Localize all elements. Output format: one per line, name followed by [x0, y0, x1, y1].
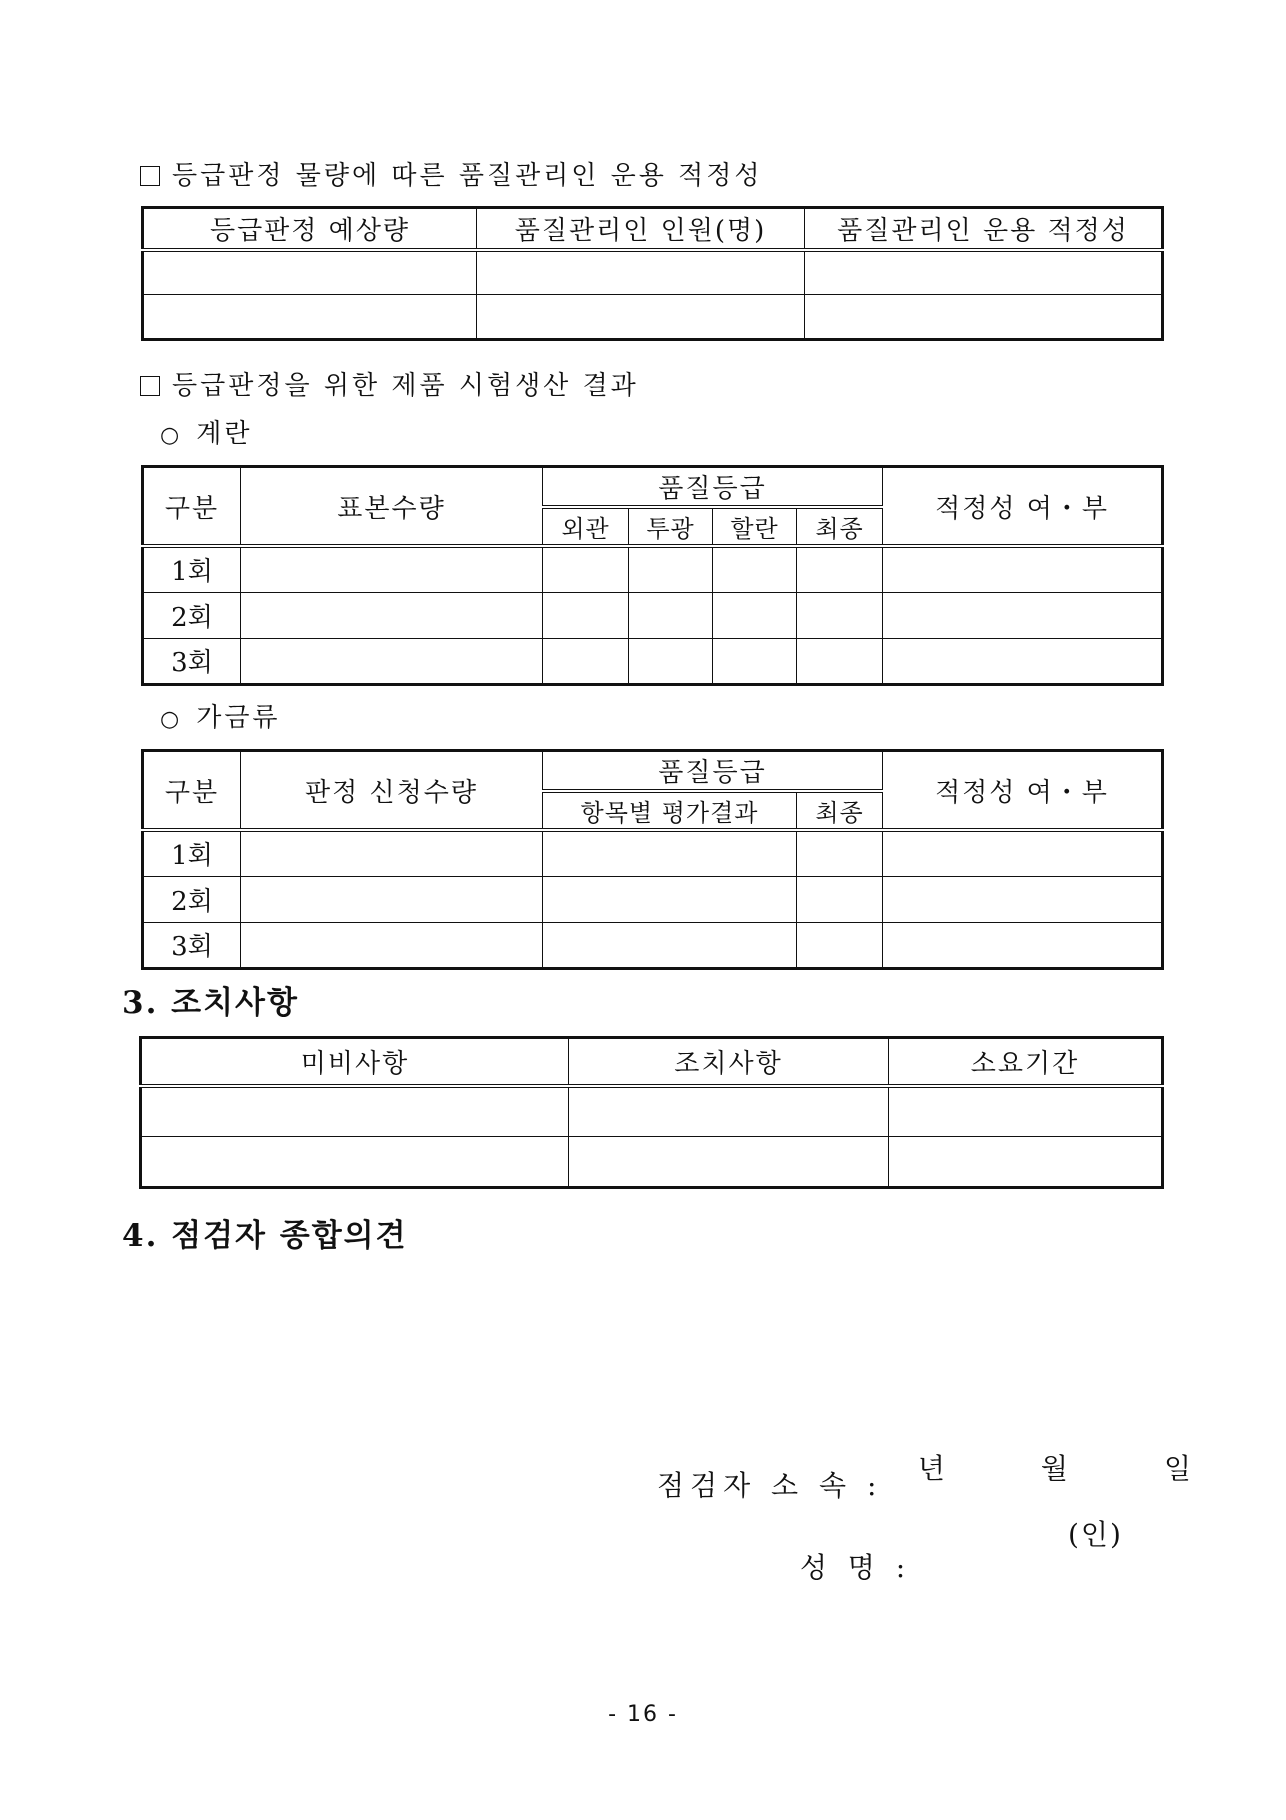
header-breakout: 할란: [713, 507, 797, 546]
table-row: [143, 876, 1163, 922]
header-deficiencies: 미비사항: [141, 1038, 569, 1086]
header-actions: 조치사항: [569, 1038, 889, 1086]
header-final: 최종: [797, 791, 883, 830]
input-cell[interactable]: [883, 830, 1163, 876]
input-cell[interactable]: [241, 830, 543, 876]
input-cell[interactable]: [143, 250, 477, 295]
section-title-trial-production: 등급판정을 위한 제품 시험생산 결과: [140, 365, 639, 402]
input-cell[interactable]: [629, 546, 713, 592]
row-label: 2회: [143, 876, 241, 922]
input-cell[interactable]: [713, 592, 797, 638]
input-cell[interactable]: [477, 295, 805, 340]
input-cell[interactable]: [797, 638, 883, 684]
day-label: 일: [1163, 1452, 1197, 1485]
staffing-table: [141, 206, 1164, 341]
header-category: 구분: [143, 467, 241, 547]
header-duration: 소요기간: [889, 1038, 1163, 1086]
input-cell[interactable]: [543, 876, 797, 922]
table-row: [141, 1086, 1163, 1137]
inspector-affiliation-label: 점검자 소 속 :: [657, 1469, 883, 1502]
input-cell[interactable]: [797, 922, 883, 968]
table-row: [143, 592, 1163, 638]
header-staff-suitability: 품질관리인 운용 적정성: [805, 208, 1163, 250]
header-quality-grade: 품질등급: [543, 751, 883, 792]
header-category: 구분: [143, 751, 241, 831]
table-row: [143, 922, 1163, 968]
input-cell[interactable]: [883, 876, 1163, 922]
input-cell[interactable]: [797, 546, 883, 592]
input-cell[interactable]: [629, 592, 713, 638]
corrective-actions-table: [139, 1036, 1164, 1189]
header-expected-volume: 등급판정 예상량: [143, 208, 477, 250]
input-cell[interactable]: [889, 1086, 1163, 1137]
row-label: 3회: [143, 922, 241, 968]
input-cell[interactable]: [805, 295, 1163, 340]
input-cell[interactable]: [241, 592, 543, 638]
input-cell[interactable]: [241, 638, 543, 684]
input-cell[interactable]: [629, 638, 713, 684]
input-cell[interactable]: [543, 638, 629, 684]
input-cell[interactable]: [543, 546, 629, 592]
input-cell[interactable]: [883, 638, 1163, 684]
header-item-evaluation: 항목별 평가결과: [543, 791, 797, 830]
subtitle-egg: ○ 계란: [160, 419, 253, 449]
month-label: 월: [1040, 1452, 1074, 1485]
row-label: 3회: [143, 638, 241, 684]
row-label: 1회: [143, 546, 241, 592]
input-cell[interactable]: [241, 922, 543, 968]
input-cell[interactable]: [713, 546, 797, 592]
table-row: [143, 250, 1163, 295]
input-cell[interactable]: [241, 546, 543, 592]
section-title-staffing: 등급판정 물량에 따른 품질관리인 운용 적정성: [140, 155, 763, 192]
input-cell[interactable]: [883, 592, 1163, 638]
input-cell[interactable]: [241, 876, 543, 922]
input-cell[interactable]: [797, 830, 883, 876]
header-final: 최종: [797, 507, 883, 546]
input-cell[interactable]: [143, 295, 477, 340]
header-suitability: 적정성 여・부: [883, 751, 1163, 831]
input-cell[interactable]: [569, 1137, 889, 1188]
row-label: 1회: [143, 830, 241, 876]
inspector-name-line: [770, 1513, 911, 1586]
input-cell[interactable]: [141, 1137, 569, 1188]
checkbox-icon[interactable]: [140, 166, 160, 186]
date-line: [888, 1414, 1197, 1487]
input-cell[interactable]: [543, 592, 629, 638]
header-candling: 투광: [629, 507, 713, 546]
header-quality-grade: 품질등급: [543, 467, 883, 508]
input-cell[interactable]: [889, 1137, 1163, 1188]
input-cell[interactable]: [797, 592, 883, 638]
year-label: 년: [917, 1452, 951, 1485]
seal-label: (인): [1068, 1518, 1123, 1551]
header-appearance: 외관: [543, 507, 629, 546]
page-number: - 16 -: [608, 1702, 678, 1727]
input-cell[interactable]: [141, 1086, 569, 1137]
header-staff-count: 품질관리인 인원(명): [477, 208, 805, 250]
table-row: [143, 295, 1163, 340]
input-cell[interactable]: [883, 922, 1163, 968]
poultry-table: [141, 749, 1164, 970]
name-label: 성 명 :: [799, 1551, 912, 1584]
input-cell[interactable]: [797, 876, 883, 922]
table-row: [143, 830, 1163, 876]
table-row: [143, 546, 1163, 592]
input-cell[interactable]: [543, 830, 797, 876]
header-request-quantity: 판정 신청수량: [241, 751, 543, 831]
input-cell[interactable]: [805, 250, 1163, 295]
egg-table: [141, 465, 1164, 686]
subtitle-poultry: ○ 가금류: [160, 703, 281, 733]
checkbox-icon[interactable]: [140, 376, 160, 396]
table-row: [143, 638, 1163, 684]
row-label: 2회: [143, 592, 241, 638]
input-cell[interactable]: [569, 1086, 889, 1137]
input-cell[interactable]: [883, 546, 1163, 592]
input-cell[interactable]: [543, 922, 797, 968]
section4-heading: 4. 점검자 종합의견: [122, 1218, 408, 1254]
table-row: [141, 1137, 1163, 1188]
header-sample-quantity: 표본수량: [241, 467, 543, 547]
circle-bullet-icon: ○: [160, 707, 183, 732]
circle-bullet-icon: ○: [160, 423, 183, 448]
input-cell[interactable]: [713, 638, 797, 684]
input-cell[interactable]: [477, 250, 805, 295]
header-suitability: 적정성 여・부: [883, 467, 1163, 547]
section3-heading: 3. 조치사항: [122, 985, 299, 1021]
